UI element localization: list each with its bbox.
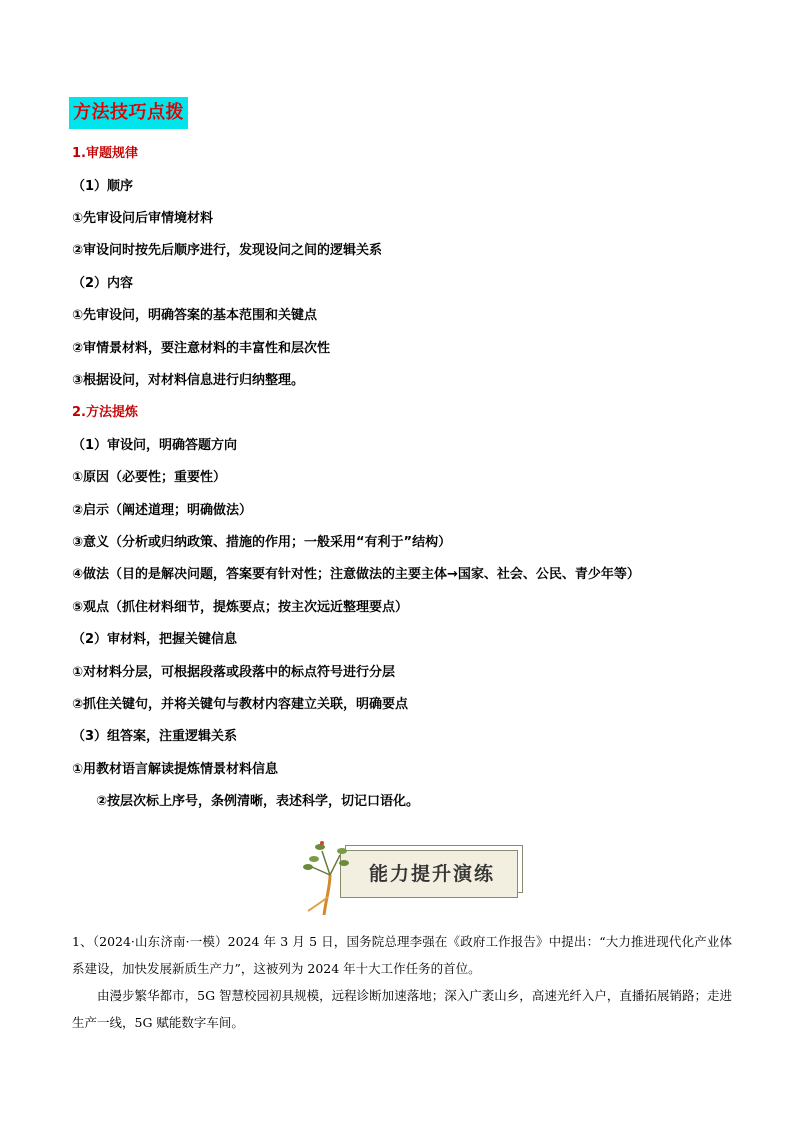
practice-section-badge bbox=[300, 837, 530, 912]
text-line: ②审情景材料，要注意材料的丰富性和层次性 bbox=[72, 341, 331, 356]
text-line: ⑤观点（抓住材料细节，提炼要点；按主次远近整理要点） bbox=[72, 600, 409, 615]
text-line: ②启示（阐述道理；明确做法） bbox=[72, 503, 253, 518]
badge-title: 能力提升演练 bbox=[368, 863, 495, 885]
ginseng-plant-icon bbox=[300, 837, 360, 917]
question-paragraph: 由漫步繁华都市，5G 智慧校园初具规模，远程诊断加速落地；深入广袤山乡，高速光纤入户，直播拓展销路；走进生产一线，5G 赋能数字车间。 bbox=[72, 988, 732, 1030]
subheading: （1）顺序 bbox=[72, 179, 134, 194]
question-paragraph: 1、（2024·山东济南·一模）2024 年 3 月 5 日，国务院总理李强在《政府工作报告》中提出：“大力推进现代化产业体系建设，加快发展新质生产力”，这被列为 2024 年十大工作任务的首位。 bbox=[72, 934, 732, 976]
text-line: ②审设问时按先后顺序进行，发现设问之间的逻辑关系 bbox=[72, 243, 383, 258]
subheading: （2）内容 bbox=[72, 276, 134, 291]
text-line: ①原因（必要性；重要性） bbox=[72, 470, 227, 485]
text-line: ③意义（分析或归纳政策、措施的作用；一般采用“有利于”结构） bbox=[72, 535, 452, 550]
section-title: 1.审题规律 bbox=[72, 146, 138, 161]
subheading: （3）组答案，注重逻辑关系 bbox=[72, 729, 238, 744]
text-line: ②抓住关键句，并将关键句与教材内容建立关联，明确要点 bbox=[72, 697, 409, 712]
text-line: ④做法（目的是解决问题，答案要有针对性；注意做法的主要主体→国家、社会、公民、青少年等） bbox=[72, 567, 640, 582]
subheading: （2）审材料，把握关键信息 bbox=[72, 632, 238, 647]
text-line: ①先审设问，明确答案的基本范围和关键点 bbox=[72, 308, 318, 323]
text-line: ①先审设问后审情境材料 bbox=[72, 211, 214, 226]
text-line: ①对材料分层，可根据段落或段落中的标点符号进行分层 bbox=[72, 665, 396, 680]
section-banner: 方法技巧点拨 bbox=[69, 97, 188, 129]
text-line: ③根据设问，对材料信息进行归纳整理。 bbox=[72, 373, 305, 388]
text-line: ①用教材语言解读提炼情景材料信息 bbox=[72, 762, 279, 777]
section-title: 2.方法提炼 bbox=[72, 405, 138, 420]
text-line: ②按层次标上序号，条例清晰，表述科学，切记口语化。 bbox=[96, 794, 420, 809]
subheading: （1）审设问，明确答题方向 bbox=[72, 438, 238, 453]
